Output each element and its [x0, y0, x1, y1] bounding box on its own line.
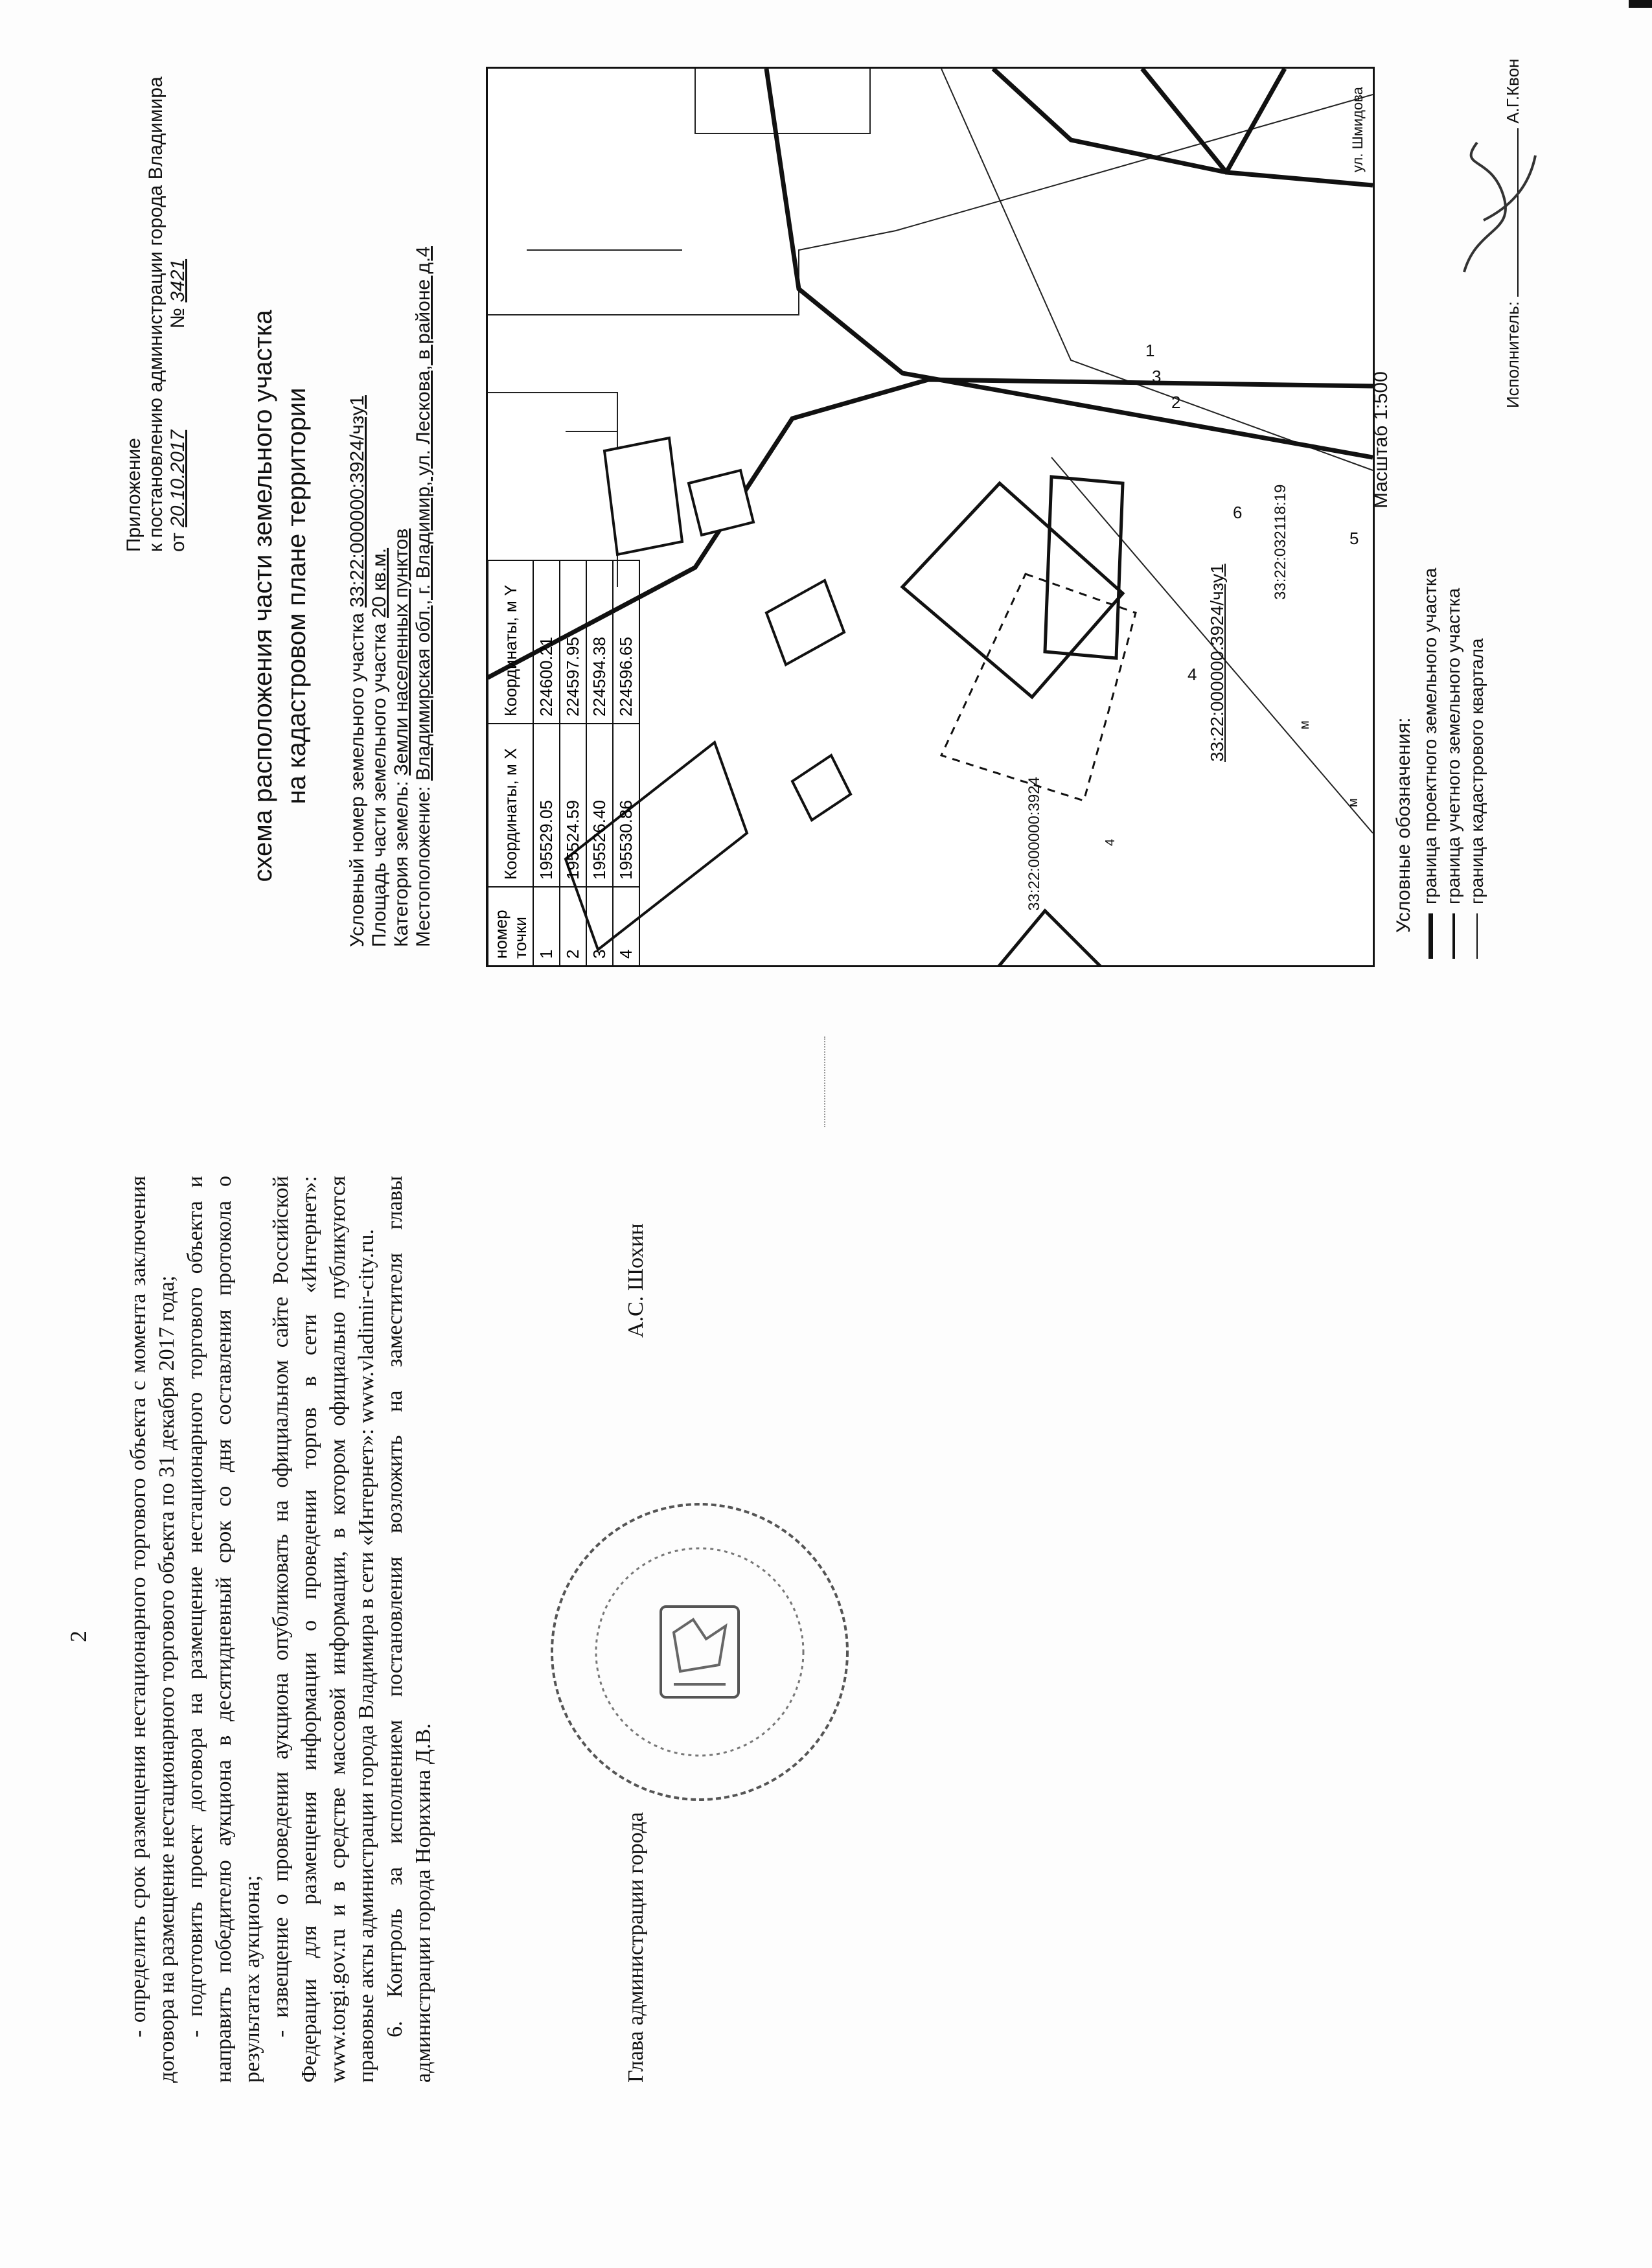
paragraph-4: 6. Контроль за исполнением постановления возложить на заместителя главы администрации города Норихина Д.В.: [383, 1176, 435, 2083]
appendix-decree-line: к постановлению администрации города Владимира: [145, 76, 166, 552]
vertex-4: 4: [1187, 665, 1197, 684]
appendix-label: Приложение: [123, 438, 144, 552]
label-parcel-main: 33:22:000000:3924: [1026, 777, 1043, 911]
paragraph-1: - определить срок размещения нестационарного торгового объекта с момента заключения договора на размещение нестационарного торгового объекта по 31 декабря 2017 года;: [126, 1176, 179, 2083]
table-row: 4 195530.86 224596.65: [613, 560, 639, 966]
vertex-6: 6: [1233, 503, 1243, 522]
legend-item-quarter: граница кадастрового квартала: [1465, 505, 1489, 959]
label-parcel-neighbor: 33:22:032118:19: [1272, 484, 1289, 600]
vertex-1: 1: [1145, 341, 1155, 360]
legend-item-registered: граница учетного земельного участка: [1442, 505, 1465, 959]
parcel-info: [347, 246, 435, 947]
vertex-2: 2: [1171, 393, 1181, 412]
legend: [1393, 505, 1489, 959]
fold-line: [824, 1037, 825, 1127]
executor-name: А.Г.Квон: [1503, 58, 1522, 124]
field-location: Местоположение: Владимирская обл., г. Владимир, ул. Лескова, в районе д.4: [413, 246, 434, 947]
appendix-header: [123, 34, 189, 552]
appendix-date-number: от 20.10.2017 № 3421: [167, 34, 189, 552]
page-number: 2: [65, 1631, 91, 1642]
title-line-1: схема расположения части земельного участка: [249, 310, 277, 882]
vertex-3: 3: [1152, 367, 1162, 386]
executor-label: Исполнитель:: [1503, 301, 1522, 408]
decree-date: 20.10.2017: [167, 430, 189, 527]
body-text-block: [124, 1176, 438, 2083]
field-conditional-number: Условный номер земельного участка 33:22:000000:3924/чзу1: [347, 395, 368, 947]
appendix-title: [246, 143, 314, 1049]
legend-title: Условные обозначения:: [1393, 717, 1414, 933]
title-line-2: на кадастровом плане территории: [282, 387, 311, 805]
coords-header-y: Координаты, м Y: [488, 560, 533, 724]
field-area: Площадь части земельного участка 20 кв.м.: [369, 547, 390, 947]
table-row: 1 195529.05 224600.21: [533, 560, 560, 966]
decree-number: 3421: [167, 258, 189, 303]
paragraph-3: - извещение о проведении аукциона опубликовать на официальном сайте Российской Федерации для размещения информации о проведении торгов в сети «Интернет»: www.torgi.gov.ru и в средстве массовой информации, в котором официально публикуются правовые акты администрации города Владимира в сети «Интернет»: www.vladimir-city.ru.: [269, 1176, 378, 2083]
field-land-category: Категория земель: Земли населенных пунктов: [391, 528, 412, 947]
page-number-panel: [65, 1617, 92, 1656]
map-scale: Масштаб 1:500: [1370, 371, 1392, 509]
legend-item-project: граница проектного земельного участка: [1419, 505, 1442, 959]
label-parcel-part: 33:22:000000:3924/чзу1: [1207, 564, 1227, 762]
label-street: ул. Шмидова: [1349, 87, 1366, 172]
table-row: 2 195524.59 224597.95: [560, 560, 586, 966]
corner-mark: [1629, 0, 1652, 8]
vertex-5: 5: [1349, 529, 1359, 548]
official-seal: [544, 1496, 855, 1807]
label-building-m-1: м: [1298, 720, 1312, 729]
coords-table-panel: [487, 539, 640, 967]
signature-title: Глава администрации города: [624, 1812, 648, 2083]
signature-name: А.С. Шохин: [624, 1223, 648, 1338]
coords-header-x: Координаты, м X: [488, 724, 533, 887]
label-building-m-2: м: [1346, 798, 1360, 807]
coords-header-point: номер точки: [488, 887, 533, 966]
label-house-4: 4: [1103, 838, 1118, 846]
paragraph-2: - подготовить проект договора на размещение нестационарного торгового объекта и направить победителю аукциона в десятидневный срок со дня составления протокола о результатах аукциона;: [183, 1176, 264, 2083]
executor-signature: [1438, 130, 1555, 285]
table-row: 3 195526.40 224594.38: [586, 560, 613, 966]
coords-table: [487, 560, 640, 967]
